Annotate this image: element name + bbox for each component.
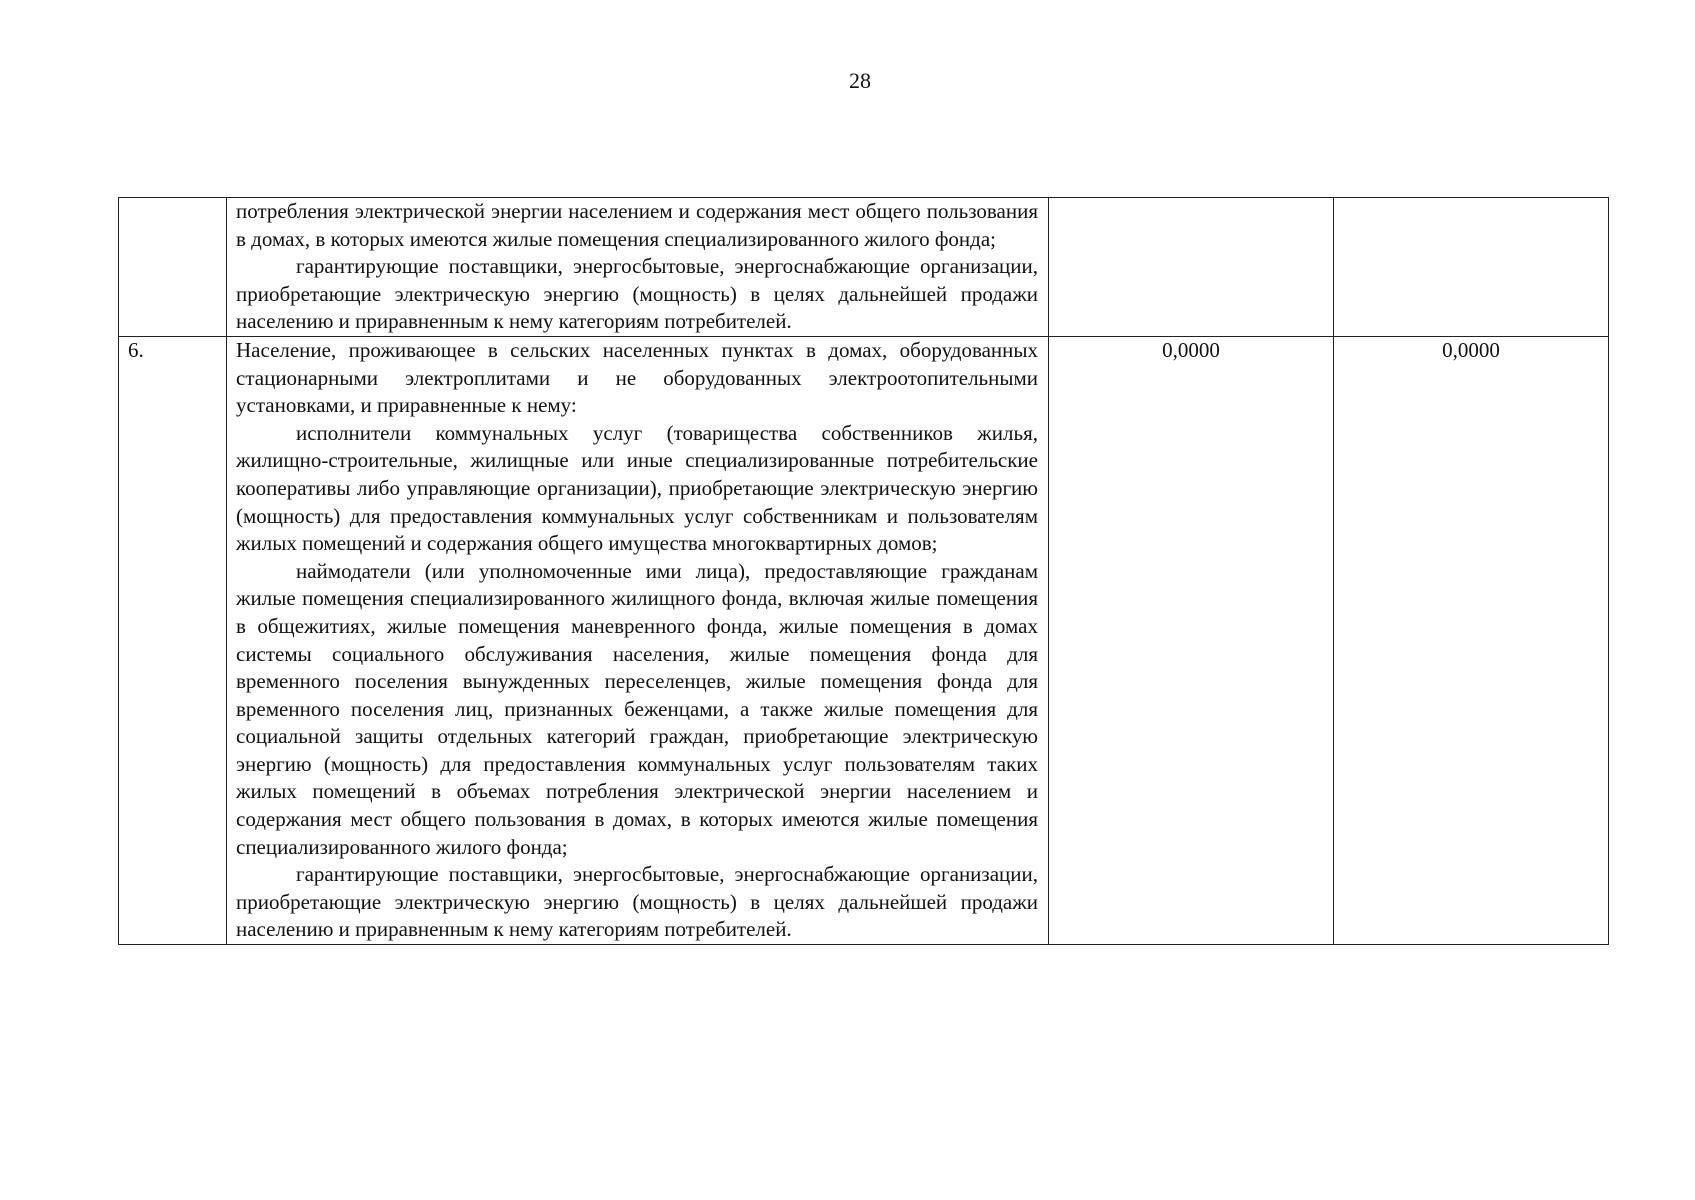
description-paragraph: гарантирующие поставщики, энергосбытовые, энергоснабжающие организации, приобретающие электрическую энергию (мощность) в целях дальнейшей продажи населению и приравненным к нему категориям потребителей. bbox=[236, 254, 1038, 334]
tariff-table bbox=[118, 197, 1609, 945]
row-description-cell bbox=[227, 336, 1049, 944]
value-cell-1: 0,0000 bbox=[1049, 336, 1334, 944]
value-cell-1 bbox=[1049, 198, 1334, 337]
table-row bbox=[119, 198, 1609, 337]
value-cell-2 bbox=[1334, 198, 1609, 337]
description-paragraph: исполнители коммунальных услуг (товарищества собственников жилья, жилищно-строительные, жилищные или иные специализированные потребительские кооперативы либо управляющие организации), приобретающие электрическую энергию (мощность) для предоставления коммунальных услуг собственникам и пользователям жилых помещений и содержания общего имущества многоквартирных домов; bbox=[236, 420, 1038, 556]
value-cell-2: 0,0000 bbox=[1334, 336, 1609, 944]
description-paragraph: Население, проживающее в сельских населенных пунктах в домах, оборудованных стационарными электроплитами и не оборудованных электроотопительными установками, и приравненные к нему: bbox=[236, 337, 1038, 418]
description-paragraph: потребления электрической энергии населением и содержания мест общего пользования в домах, в которых имеются жилые помещения специализированного жилого фонда; bbox=[236, 199, 1038, 251]
row-description-cell bbox=[227, 198, 1049, 337]
description-paragraph: гарантирующие поставщики, энергосбытовые, энергоснабжающие организации, приобретающие электрическую энергию (мощность) в целях дальнейшей продажи населению и приравненным к нему категориям потребителей. bbox=[236, 862, 1038, 942]
page-number: 28 bbox=[849, 68, 871, 93]
description-paragraph: наймодатели (или уполномоченные ими лица), предоставляющие гражданам жилые помещения специализированного жилищного фонда, включая жилые помещения в общежитиях, жилые помещения маневренного фонда, жилые помещения в домах системы социального обслуживания населения, жилые помещения фонда для временного поселения вынужденных переселенцев, жилые помещения фонда для временного поселения лиц, признанных беженцами, а также жилые помещения для социальной защиты отдельных категорий граждан, приобретающие электрическую энергию (мощность) для предоставления коммунальных услуг пользователям таких жилых помещений в объемах потребления электрической энергии населением и содержания мест общего пользования в домах, в которых имеются жилые помещения специализированного жилого фонда; bbox=[236, 558, 1038, 859]
row-number-cell: 6. bbox=[119, 336, 227, 944]
row-number-cell bbox=[119, 198, 227, 337]
table-row bbox=[119, 336, 1609, 944]
